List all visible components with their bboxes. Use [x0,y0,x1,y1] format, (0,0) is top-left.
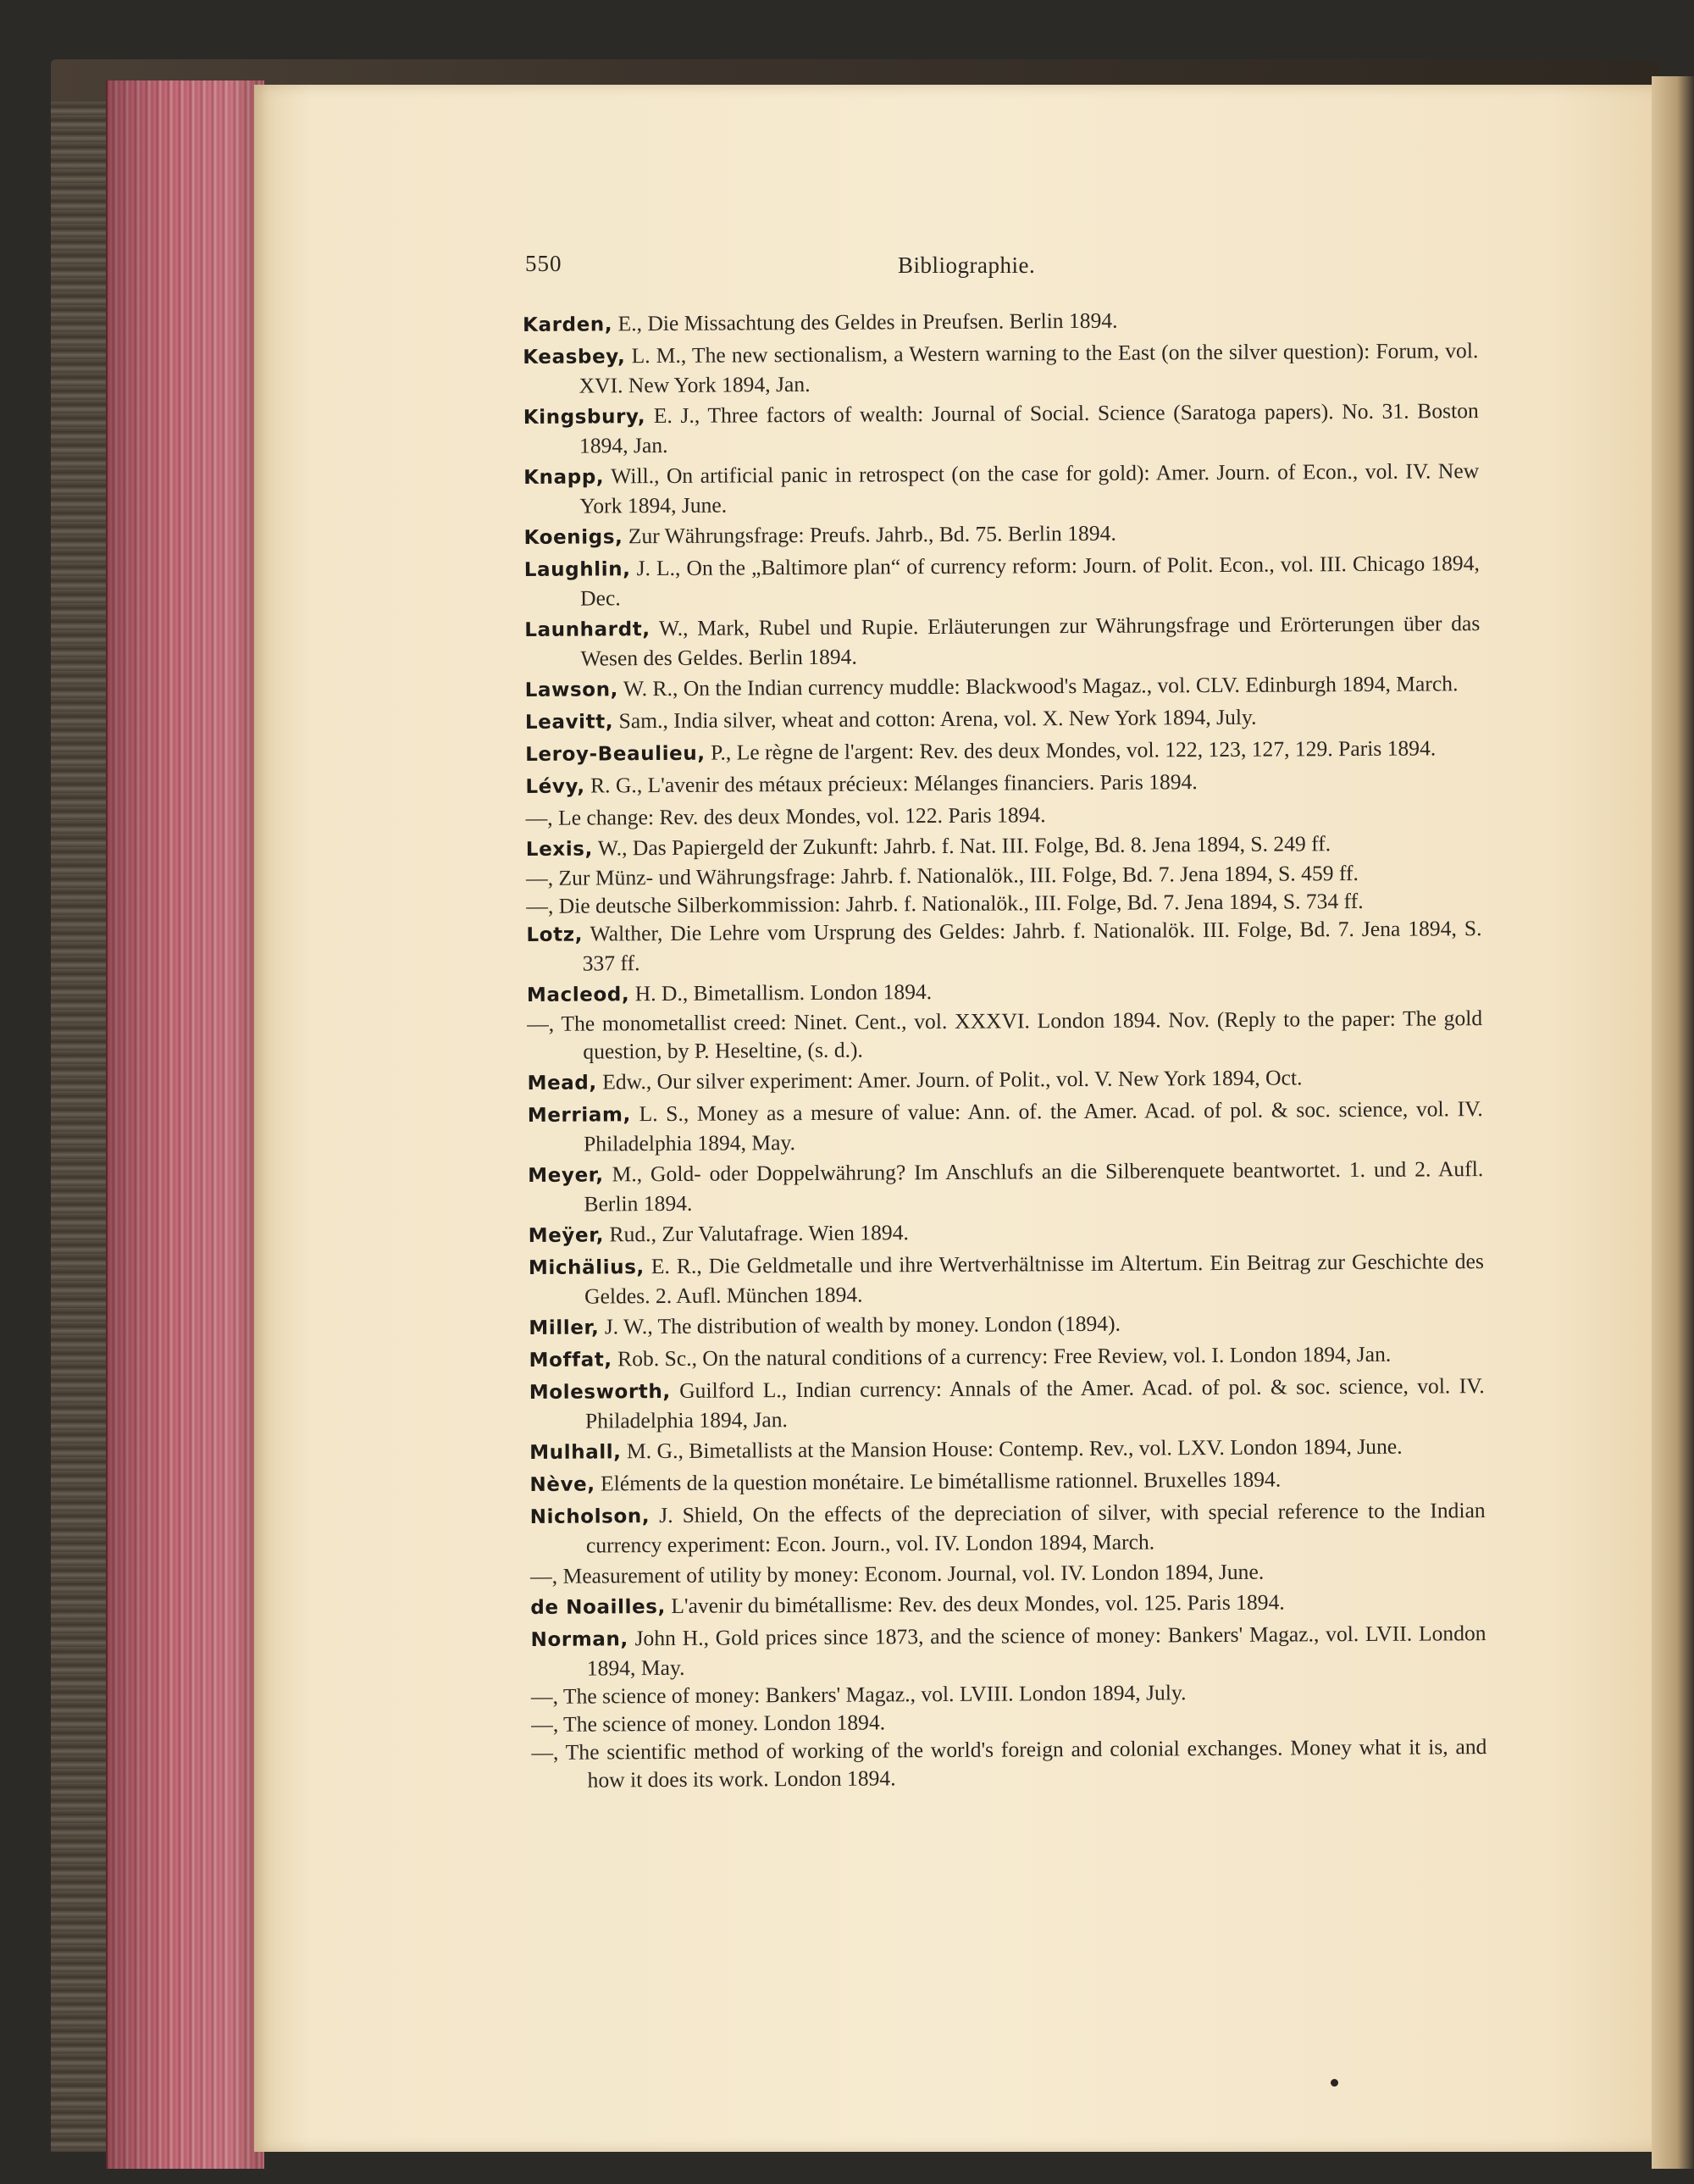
entry-text: —, The science of money: Bankers' Magaz., vol. LVIII. London 1894, July. [530,1680,1187,1709]
entry-author: Laughlin, [523,558,631,581]
bibliography-entry [525,701,1481,737]
entry-text: Walther, Die Lehre vom Ursprung des Geldes: Jahrb. f. Nationalök. III. Folge, Bd. 7. Jena 1894, S. 337 ff. [582,916,1482,976]
entry-author: Norman, [530,1628,628,1651]
entry-text: J. W., The distribution of wealth by money. London (1894). [599,1311,1121,1339]
entry-text: —, Le change: Rev. des deux Mondes, vol. 122. Paris 1894. [525,802,1046,830]
bibliography-entry [529,1372,1485,1435]
entry-author: Molesworth, [529,1380,671,1404]
entry-text: W., Das Papiergeld der Zukunft: Jahrb. f. Nat. III. Folge, Bd. 8. Jena 1894, S. 249 ff. [592,831,1331,861]
entry-author: Koenigs, [523,526,623,549]
entry-text: M., Gold- oder Doppelwährung? Im Anschlufs an die Silberenquete beantwortet. 1. und 2. Aufl. Berlin 1894. [584,1156,1484,1217]
entry-author: Leavitt, [524,711,614,734]
entry-text: R. G., L'avenir des métaux précieux: Mélanges financiers. Paris 1894. [584,769,1198,798]
entry-text: Rob. Sc., On the natural conditions of a currency: Free Review, vol. I. London 1894, Jan. [612,1341,1392,1372]
entry-text: Rud., Zur Valutafrage. Wien 1894. [603,1220,909,1247]
entry-text: Eléments de la question monétaire. Le bimétallisme rationnel. Bruxelles 1894. [595,1466,1282,1496]
entry-text: W., Mark, Rubel und Rupie. Erläuterungen zur Währungsfrage und Erörterungen über das Wesen des Geldes. Berlin 1894. [580,611,1481,671]
entry-text: —, The monometallist creed: Ninet. Cent., vol. XXXVI. London 1894. Nov. (Reply to the paper: The gold question, by P. Heseltine, (s. d.). [527,1006,1483,1064]
page-header [525,251,1465,285]
entry-text: J. L., On the „Baltimore plan“ of currency reform: Journ. of Polit. Econ., vol. III. Chicago 1894, Dec. [579,551,1480,611]
entry-text: Guilford L., Indian currency: Annals of the Amer. Acad. of pol. & soc. science, vol. IV. Philadelphia 1894, Jan. [584,1373,1485,1433]
entry-author: Launhardt, [524,618,650,641]
entry-author: Kingsbury, [523,406,646,429]
bibliography-entry [529,1339,1484,1375]
entry-text: —, The science of money. London 1894. [531,1710,886,1737]
bibliography-entry [529,1215,1484,1250]
entry-text: W. R., On the Indian currency muddle: Blackwood's Magaz., vol. CLV. Edinburgh 1894, March. [617,671,1459,701]
entry-author: Karden, [523,313,613,336]
entry-text: Sam., India silver, wheat and cotton: Arena, vol. X. New York 1894, July. [613,704,1257,734]
entry-author: Moffat, [529,1349,612,1372]
ink-speck [1331,2079,1338,2087]
entry-author: Leroy-Beaulieu, [525,742,706,766]
bibliography-entry [523,304,1478,340]
entry-text: Zur Währungsfrage: Preufs. Jahrb., Bd. 75. Berlin 1894. [623,520,1116,549]
entry-author: Macleod, [526,984,630,1006]
bibliography-entry [523,457,1479,520]
entry-author: Michälius, [528,1256,645,1279]
bibliography-entry [524,609,1480,673]
page-right-edge [1652,76,1694,2169]
entry-text: Edw., Our silver experiment: Amer. Journ. of Polit., vol. V. New York 1894, Oct. [596,1065,1303,1095]
entry-text: —, Measurement of utility by money: Econom. Journal, vol. IV. London 1894, June. [530,1559,1265,1588]
bibliography-entry [531,1732,1486,1794]
bibliography-entry [529,1432,1485,1467]
bibliography-entry [530,1587,1486,1622]
entry-text: E. R., Die Geldmetalle und ihre Wertverhältnisse im Altertum. Ein Beitrag zur Geschichte des Geldes. 2. Aufl. München 1894. [584,1249,1484,1309]
entry-author: Keasbey, [523,346,626,369]
entry-text: J. Shield, On the effects of the depreciation of silver, with special reference to the Indian currency experiment: Econ. Journ., vol. IV. London 1894, March. [585,1498,1486,1558]
entry-text: L'avenir du bimétallisme: Rev. des deux Mondes, vol. 125. Paris 1894. [665,1589,1285,1618]
bibliography-entry [524,549,1480,613]
book-spine [51,102,110,2152]
entry-author: Mead, [527,1072,597,1095]
entry-text: John H., Gold prices since 1873, and the science of money: Bankers' Magaz., vol. LVII. London 1894, May. [586,1621,1486,1681]
entry-author: Mulhall, [529,1441,622,1464]
entry-text: —, Die deutsche Silberkommission: Jahrb. f. Nationalök., III. Folge, Bd. 7. Jena 1894, S. 734 ff. [526,888,1364,918]
bibliography-entry [527,1004,1482,1066]
entry-author: Lawson, [524,679,619,701]
bibliography-entry [529,1247,1484,1311]
entry-text: P., Le règne de l'argent: Rev. des deux Mondes, vol. 122, 123, 127, 129. Paris 1894. [705,735,1437,765]
entry-text: —, Zur Münz- und Währungsfrage: Jahrb. f. Nationalök., III. Folge, Bd. 7. Jena 1894, S. 459 ff. [526,860,1359,890]
entry-author: Merriam, [527,1104,631,1127]
entry-author: Nève, [529,1473,595,1496]
bibliography-entry [530,1496,1486,1560]
entry-text: H. D., Bimetallism. London 1894. [629,979,933,1006]
bibliography-entry [526,914,1481,978]
entry-author: Meÿer, [528,1224,605,1247]
bibliography-entry [527,1062,1482,1098]
entry-text: E., Die Missachtung des Geldes in Preufsen. Berlin 1894. [612,308,1118,336]
bibliography-entry [523,396,1479,460]
entry-author: Knapp, [523,466,605,489]
bibliography-entry [530,1619,1486,1682]
entry-text: —, The scientific method of working of the world's foreign and colonial exchanges. Money what it is, and how it does its work. London 1894. [531,1734,1487,1793]
bibliography-entry [529,1464,1485,1499]
bibliography-entry [528,1095,1483,1158]
bibliography-entry [525,734,1481,769]
page-number: 550 [525,251,562,276]
bibliography-entry [525,669,1481,705]
bibliography-entry [525,766,1481,801]
entry-author: Nicholson, [529,1505,650,1528]
entry-text: M. G., Bimetallists at the Mansion House: Contemp. Rev., vol. LXV. London 1894, June. [621,1433,1403,1464]
entry-author: Lexis, [525,838,593,861]
bibliography-entry [530,1556,1486,1590]
entry-author: Lotz, [526,923,584,946]
bibliography-entry [528,1155,1483,1218]
entry-author: Miller, [529,1316,600,1339]
bibliography-entry [523,336,1478,400]
bibliography-entry [524,517,1480,552]
entry-text: E. J., Three factors of wealth: Journal of Social. Science (Saratoga papers). No. 31. Boston 1894, Jan. [579,398,1479,458]
entry-text: L. M., The new sectionalism, a Western warning to the East (on the silver question): Forum, vol. XVI. New York 1894, Jan. [579,338,1479,398]
bibliography-entry [526,798,1481,832]
entry-text: Will., On artificial panic in retrospect (on the case for gold): Amer. Journ. of Econ., vol. IV. New York 1894, June. [579,458,1480,518]
entry-author: de Noailles, [530,1595,666,1619]
entry-author: Meyer, [528,1164,604,1187]
bibliography-entry [529,1307,1484,1343]
bibliography-list [523,304,1487,1797]
entry-author: Lévy, [525,775,585,798]
entry-text: L. S., Money as a mesure of value: Ann. of. the Amer. Acad. of pol. & soc. science, vol. IV. Philadelphia 1894, May. [583,1096,1483,1156]
page-edge-shade [106,80,263,2169]
running-title: Bibliographie. [898,252,1036,278]
